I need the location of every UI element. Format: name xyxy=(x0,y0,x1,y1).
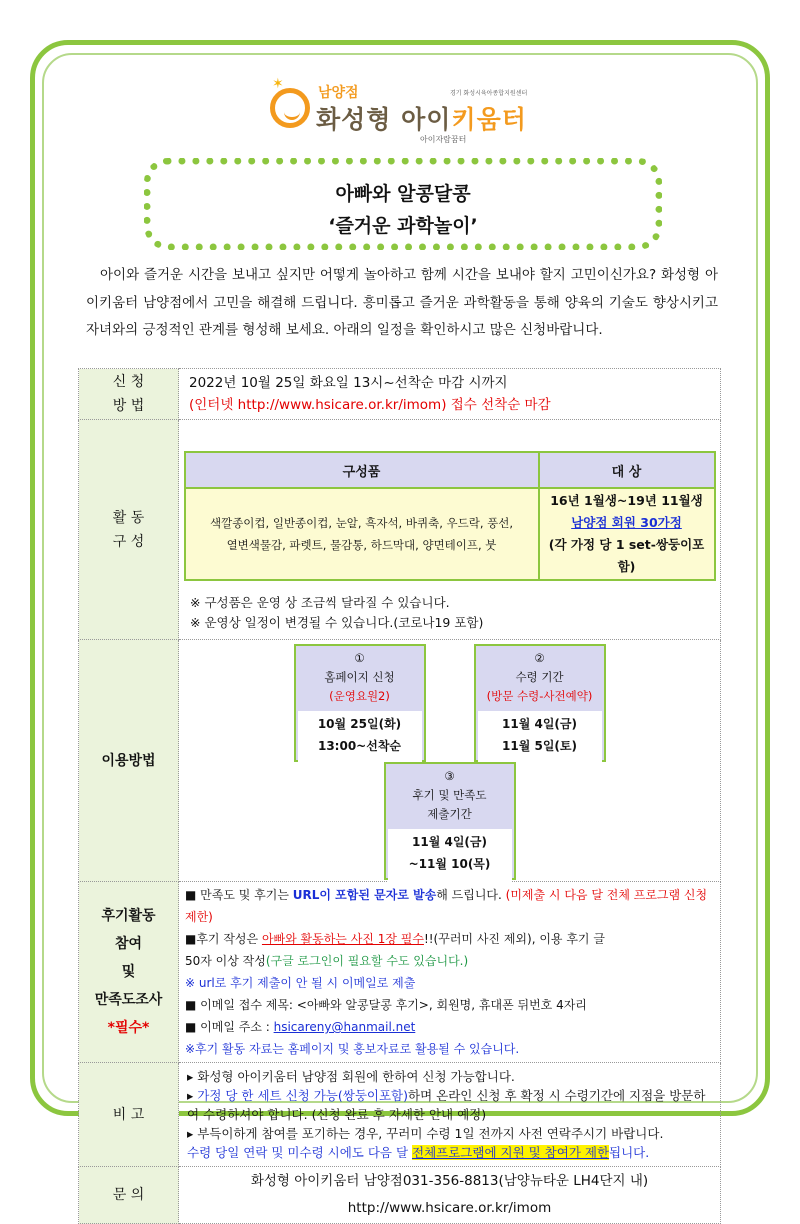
logo-sub: 아이자람꿈터 xyxy=(420,135,467,144)
items-table xyxy=(184,451,716,581)
apply-content xyxy=(179,369,721,420)
email-link[interactable]: hsicareny@hanmail.net xyxy=(273,1020,416,1034)
label-apply xyxy=(79,369,179,420)
step-2-date-2: 11월 5일(토) xyxy=(502,739,577,753)
remark-4 xyxy=(187,1143,714,1162)
label-remarks: 비 고 xyxy=(79,1063,179,1167)
items-line-1: 색깔종이컵, 일반종이컵, 눈알, 흑자석, 바퀴축, 우드락, 풍선, xyxy=(209,516,514,530)
row-activity xyxy=(79,420,721,640)
step-1-date-1: 10월 25일(화) xyxy=(317,717,402,731)
remark-2 xyxy=(187,1086,714,1124)
logo-branch: 남양점 xyxy=(318,85,359,101)
label-review-2: 참여 xyxy=(114,936,143,952)
step-1-num: ① xyxy=(354,651,365,665)
label-review-1: 후기활동 xyxy=(101,908,156,924)
review-line-2b: 아빠와 활동하는 사진 1장 필수 xyxy=(261,932,424,946)
step-3-title: 후기 및 만족도 xyxy=(412,788,487,802)
activity-notes xyxy=(180,593,719,633)
row-apply xyxy=(79,369,721,420)
info-table xyxy=(78,368,721,1224)
step-2-title: 수령 기간 xyxy=(515,670,564,684)
col-target: 대 상 xyxy=(539,452,715,488)
step-2-num: ② xyxy=(534,651,545,665)
step-2-sub: (방문 수령-사전예약) xyxy=(486,689,593,703)
review-line-2a: ■후기 작성은 xyxy=(185,932,262,946)
review-line-2 xyxy=(185,928,716,950)
review-line-1b: URL이 포함된 문자로 발송 xyxy=(292,888,437,902)
smile-face-icon xyxy=(270,88,310,128)
step-2-date-1: 11월 4일(금) xyxy=(502,717,577,731)
contact-phone: 화성형 아이키움터 남양점031-356-8813(남양뉴타운 LH4단지 내) xyxy=(250,1173,649,1189)
remark-4a: 수령 당일 연락 및 미수령 시에도 다음 달 xyxy=(187,1145,412,1160)
step-3-date-2: ~11월 10(목) xyxy=(408,857,491,871)
apply-date: 2022년 10월 25일 화요일 13시~선착순 마감 시까지 xyxy=(189,375,508,391)
activity-note-1: ※ 구성품은 운영 상 조금씩 달라질 수 있습니다. xyxy=(190,595,450,610)
logo-org: 경기 화성시육아종합지원센터 xyxy=(450,90,528,97)
row-review xyxy=(79,882,721,1063)
review-line-4: ※ url로 후기 제출이 안 될 시 이메일로 제출 xyxy=(185,976,416,990)
logo-title-prefix: 화성형 아이 xyxy=(316,105,452,134)
review-line-6 xyxy=(185,1016,716,1038)
review-line-1c: 해 드립니다. xyxy=(436,888,506,902)
label-contact: 문 의 xyxy=(79,1167,179,1224)
items-list xyxy=(185,488,539,580)
remark-4c: 됩니다. xyxy=(609,1145,650,1160)
step-1-sub: (운영요원2) xyxy=(329,689,390,703)
step-1-title: 홈페이지 신청 xyxy=(324,670,395,684)
sun-icon: ✶ xyxy=(272,76,284,92)
label-apply-1: 신 청 xyxy=(112,374,145,390)
title-box xyxy=(144,158,662,250)
label-review-4: 만족도조사 xyxy=(94,992,163,1008)
remark-4b: 전체프로그램에 지원 및 참여가 제한 xyxy=(412,1145,610,1160)
contact-content xyxy=(179,1167,721,1224)
logo-title xyxy=(316,100,527,136)
items-line-2: 열변색물감, 파렛트, 물감통, 하드막대, 양면테이프, 붓 xyxy=(226,538,497,552)
step-3-date-1: 11월 4일(금) xyxy=(412,835,487,849)
review-line-6a: ■ 이메일 주소 : xyxy=(185,1020,274,1034)
usage-steps xyxy=(179,640,721,882)
label-apply-2: 방 법 xyxy=(112,398,145,414)
label-required: *필수* xyxy=(107,1020,150,1036)
review-line-2c: !!(꾸러미 사진 제외), 이용 후기 글 xyxy=(423,932,605,946)
label-activity xyxy=(79,420,179,640)
col-items: 구성품 xyxy=(185,452,539,488)
label-activity-2: 구 성 xyxy=(112,533,145,550)
step-1 xyxy=(294,644,426,762)
step-3-num: ③ xyxy=(444,769,455,783)
target-line-3: (각 가정 당 1 set-쌍둥이포함) xyxy=(548,537,705,574)
review-line-3a: 50자 이상 작성 xyxy=(185,954,266,968)
step-1-date-2: 13:00~선착순 xyxy=(317,739,402,753)
row-usage xyxy=(79,640,721,882)
page-title: 아빠와 알콩달콩 xyxy=(335,183,471,205)
target-line-1: 16년 1월생~19년 11월생 xyxy=(550,493,703,508)
review-line-1d: (미제출 시 다음 달 전체 프로그램 신청 제한) xyxy=(185,888,708,924)
step-3 xyxy=(384,762,516,880)
target-cell xyxy=(539,488,715,580)
label-review-3: 및 xyxy=(121,964,136,980)
remark-2c: 하며 온라인 신청 후 확정 시 수령기간에 지점을 방문하여 수령하셔야 합니다. (신청 완료 후 자세한 안내 예정) xyxy=(187,1088,706,1122)
activity-note-2: ※ 운영상 일정이 변경될 수 있습니다.(코로나19 포함) xyxy=(190,615,484,630)
label-usage: 이용방법 xyxy=(79,640,179,882)
remark-2a: ▸ xyxy=(187,1088,198,1103)
logo xyxy=(270,78,560,146)
remarks-content xyxy=(179,1063,721,1167)
apply-link[interactable]: (인터넷 http://www.hsicare.or.kr/imom) 접수 선착순 마감 xyxy=(189,397,551,413)
contact-url[interactable]: http://www.hsicare.or.kr/imom xyxy=(347,1200,552,1216)
remark-3: ▸ 부득이하게 참여를 포기하는 경우, 꾸러미 수령 1일 전까지 사전 연락주시기 바랍니다. xyxy=(187,1126,664,1141)
intro-paragraph: 아이와 즐거운 시간을 보내고 싶지만 어떻게 놀아하고 함께 시간을 보내야 할지 고민이신가요? 화성형 아이키움터 남양점에서 고민을 해결해 드립니다. 흥미롭고 즐거운 과학활동을 통해 양육의 기술도 향상시키고 자녀와의 긍정적인 관계를 형성해 보세요. 아래의 일정을 확인하시고 많은 신청바랍니다. xyxy=(86,267,718,338)
remark-1: ▸ 화성형 아이키움터 남양점 회원에 한하여 신청 가능합니다. xyxy=(187,1069,515,1084)
review-line-3b: (구글 로그인이 필요할 수도 있습니다.) xyxy=(265,954,469,968)
review-line-5: ■ 이메일 접수 제목: <아빠와 알콩달콩 후기>, 회원명, 휴대폰 뒤번호 4자리 xyxy=(185,998,587,1012)
review-line-1a: ■ 만족도 및 후기는 xyxy=(185,888,293,902)
label-activity-1: 활 동 xyxy=(112,509,145,526)
activity-content xyxy=(179,420,721,640)
row-contact xyxy=(79,1167,721,1224)
review-line-7: ※후기 활동 자료는 홈페이지 및 홍보자료로 활용될 수 있습니다. xyxy=(185,1042,520,1056)
step-2 xyxy=(474,644,606,762)
row-remarks xyxy=(79,1063,721,1167)
target-line-2: 남양점 회원 30가정 xyxy=(571,515,682,530)
step-3-sub: 제출기간 xyxy=(427,807,472,821)
label-review xyxy=(79,882,179,1063)
review-content xyxy=(179,882,721,1063)
review-line-1 xyxy=(185,884,716,928)
page-subtitle: ‘즐거운 과학놀이’ xyxy=(328,215,478,237)
logo-title-accent: 키움터 xyxy=(451,105,527,134)
remark-2b: 가정 당 한 세트 신청 가능(쌍둥이포함) xyxy=(197,1088,408,1103)
review-line-3 xyxy=(185,950,716,972)
